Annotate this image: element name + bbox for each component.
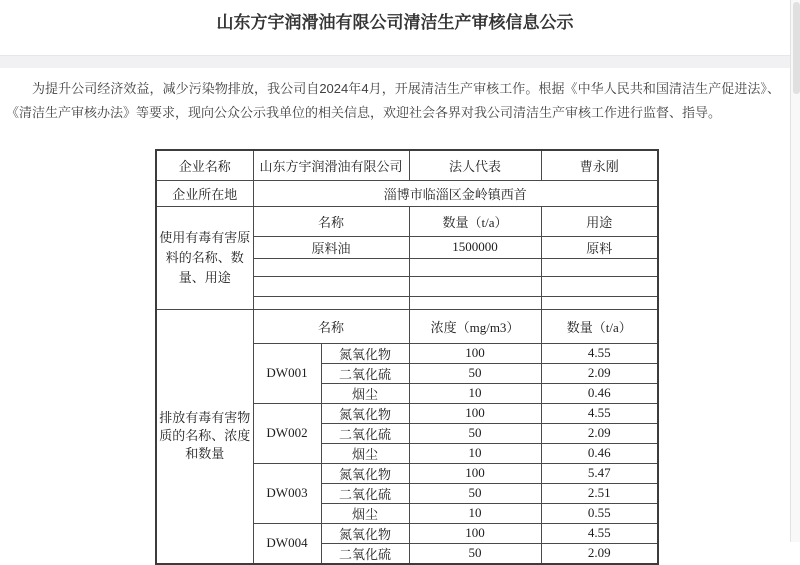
- pollutant-concentration: 10: [409, 503, 541, 523]
- company-name-label: 企业名称: [156, 150, 253, 180]
- pollutant-name: 二氧化硫: [321, 423, 409, 443]
- empty-cell: [253, 276, 409, 296]
- pollutant-quantity: 2.09: [541, 423, 658, 443]
- empty-cell: [253, 296, 409, 309]
- material-quantity: 1500000: [409, 236, 541, 258]
- pollutant-quantity: 0.46: [541, 383, 658, 403]
- materials-header-usage: 用途: [541, 206, 658, 236]
- empty-cell: [541, 258, 658, 276]
- pollutant-quantity: 4.55: [541, 523, 658, 543]
- pollutant-concentration: 50: [409, 423, 541, 443]
- page-title: 山东方宇润滑油有限公司清洁生产审核信息公示: [216, 13, 574, 32]
- company-name-value: 山东方宇润滑油有限公司: [253, 150, 409, 180]
- company-row: [156, 150, 658, 180]
- pollutant-name: 二氧化硫: [321, 543, 409, 564]
- pollutant-quantity: 5.47: [541, 463, 658, 483]
- pollutant-name: 烟尘: [321, 503, 409, 523]
- pollutant-name: 氮氧化物: [321, 403, 409, 423]
- emissions-header-name: 名称: [253, 309, 409, 343]
- outlet-code: DW002: [253, 403, 321, 463]
- pollutant-name: 烟尘: [321, 443, 409, 463]
- pollutant-quantity: 0.46: [541, 443, 658, 463]
- page-header: [0, 0, 790, 55]
- material-name: 原料油: [253, 236, 409, 258]
- pollutant-concentration: 50: [409, 543, 541, 564]
- intro-paragraph: 为提升公司经济效益，减少污染物排放，我公司自2024年4月，开展清洁生产审核工作。根据《中华人民共和国清洁生产促进法》、《清洁生产审核办法》等要求，现向公众公示我单位的相关信息，欢迎社会各界对我公司清洁生产审核工作进行监督、指导。: [6, 81, 780, 120]
- empty-cell: [253, 258, 409, 276]
- location-row: [156, 180, 658, 206]
- audit-info-table: [155, 149, 659, 565]
- empty-cell: [409, 258, 541, 276]
- outlet-code: DW001: [253, 343, 321, 403]
- legal-rep-value: 曹永刚: [541, 150, 658, 180]
- legal-rep-label: 法人代表: [409, 150, 541, 180]
- empty-cell: [409, 276, 541, 296]
- pollutant-quantity: 0.55: [541, 503, 658, 523]
- location-label: 企业所在地: [156, 180, 253, 206]
- pollutant-quantity: 2.09: [541, 363, 658, 383]
- empty-cell: [541, 296, 658, 309]
- material-usage: 原料: [541, 236, 658, 258]
- pollutant-concentration: 50: [409, 363, 541, 383]
- pollutant-name: 二氧化硫: [321, 483, 409, 503]
- location-value: 淄博市临淄区金岭镇西首: [253, 180, 658, 206]
- pollutant-name: 二氧化硫: [321, 363, 409, 383]
- materials-header-name: 名称: [253, 206, 409, 236]
- materials-header-quantity: 数量（t/a）: [409, 206, 541, 236]
- pollutant-concentration: 10: [409, 383, 541, 403]
- pollutant-concentration: 100: [409, 403, 541, 423]
- pollutant-concentration: 100: [409, 523, 541, 543]
- pollutant-name: 氮氧化物: [321, 343, 409, 363]
- pollutant-name: 烟尘: [321, 383, 409, 403]
- emissions-header-row: [156, 309, 658, 343]
- pollutant-concentration: 10: [409, 443, 541, 463]
- divider-band: [0, 55, 790, 68]
- outlet-code: DW003: [253, 463, 321, 523]
- pollutant-quantity: 4.55: [541, 403, 658, 423]
- pollutant-concentration: 50: [409, 483, 541, 503]
- pollutant-quantity: 2.51: [541, 483, 658, 503]
- empty-cell: [541, 276, 658, 296]
- materials-header-row: [156, 206, 658, 236]
- outlet-code: DW004: [253, 523, 321, 564]
- pollutant-name: 氮氧化物: [321, 463, 409, 483]
- empty-cell: [409, 296, 541, 309]
- pollutant-name: 氮氧化物: [321, 523, 409, 543]
- emissions-header-concentration: 浓度（mg/m3）: [409, 309, 541, 343]
- vertical-scrollbar[interactable]: [790, 0, 800, 542]
- scrollbar-thumb[interactable]: [793, 2, 800, 94]
- pollutant-quantity: 2.09: [541, 543, 658, 564]
- pollutant-concentration: 100: [409, 343, 541, 363]
- materials-section-label: 使用有毒有害原料的名称、数量、用途: [156, 206, 253, 309]
- emissions-header-quantity: 数量（t/a）: [541, 309, 658, 343]
- pollutant-concentration: 100: [409, 463, 541, 483]
- emissions-section-label: 排放有毒有害物质的名称、浓度和数量: [156, 309, 253, 564]
- pollutant-quantity: 4.55: [541, 343, 658, 363]
